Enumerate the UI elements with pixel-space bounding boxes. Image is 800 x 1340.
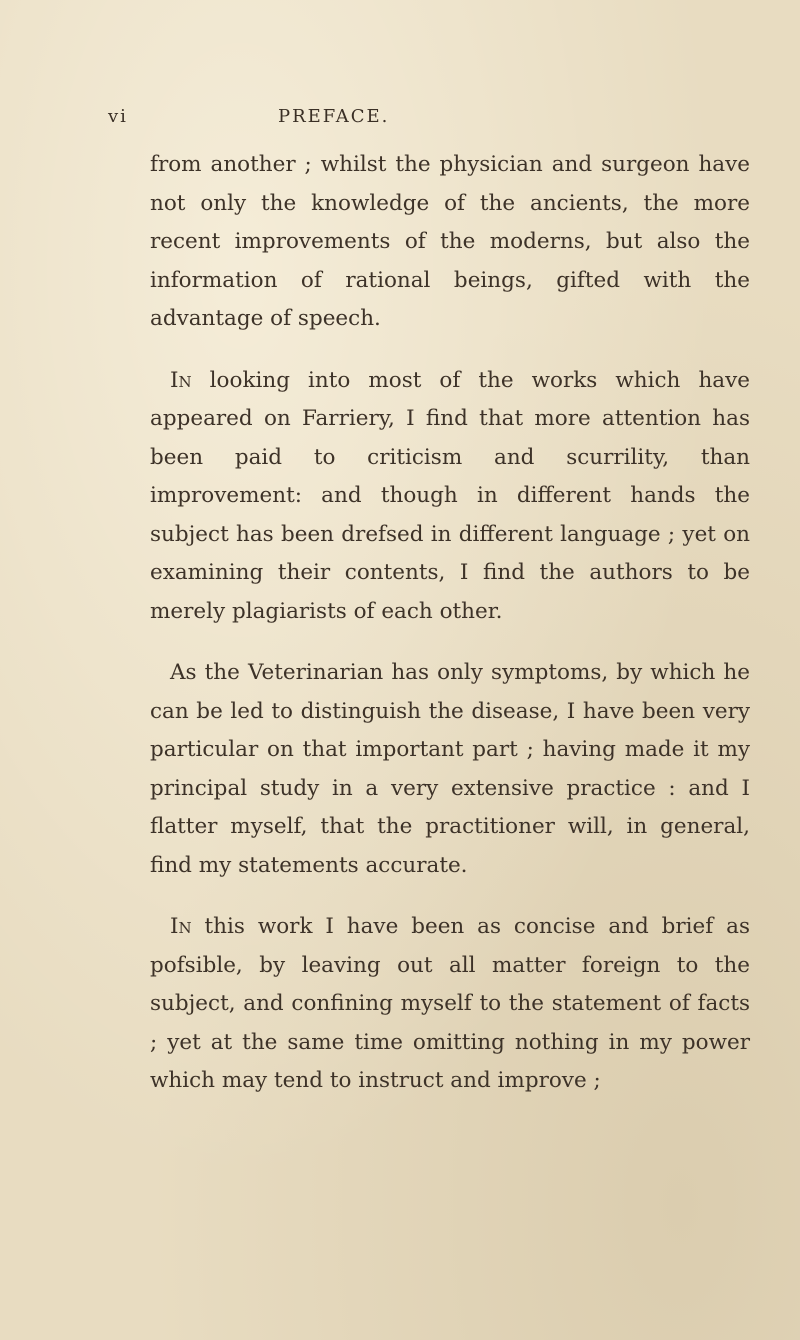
paragraph-text: As the Veterinarian has only symptoms, by which he can be led to distinguish the disease, I have been very particular on that important part ; having made it my principal study in a very extensive practice : and I flatter myself, that the practitioner will, in general, find my statements accurate. [150, 660, 750, 878]
running-head: PREFACE. [278, 106, 390, 127]
paragraph-text: looking into most of the works which have appeared on Farriery, I find that more attention has been paid to criticism and scurrility, than improvement: and though in different hands the subject has been drefsed in different language ; yet on examining their contents, I find the authors to be merely plagiarists of each other. [150, 367, 750, 624]
paragraph [150, 654, 750, 885]
paragraph-lead: In [170, 914, 192, 939]
paragraph [150, 908, 750, 1101]
page-number: vi [108, 106, 128, 127]
paragraph-text: this work I have been as concise and brief as pofsible, by leaving out all matter foreign to the subject, and confining myself to the statement of facts ; yet at the same time omitting nothing in my power which may tend to instruct and improve ; [150, 914, 750, 1093]
paragraph-lead: In [170, 367, 192, 393]
page-header [108, 100, 668, 130]
body-text [150, 146, 750, 1101]
paragraph [150, 146, 750, 339]
paragraph-text: from another ; whilst the physician and surgeon have not only the knowledge of the ancients, the more recent improvements of the moderns, but also the information of rational beings, gifted with the advantage of speech. [150, 152, 750, 331]
paragraph [150, 362, 750, 632]
